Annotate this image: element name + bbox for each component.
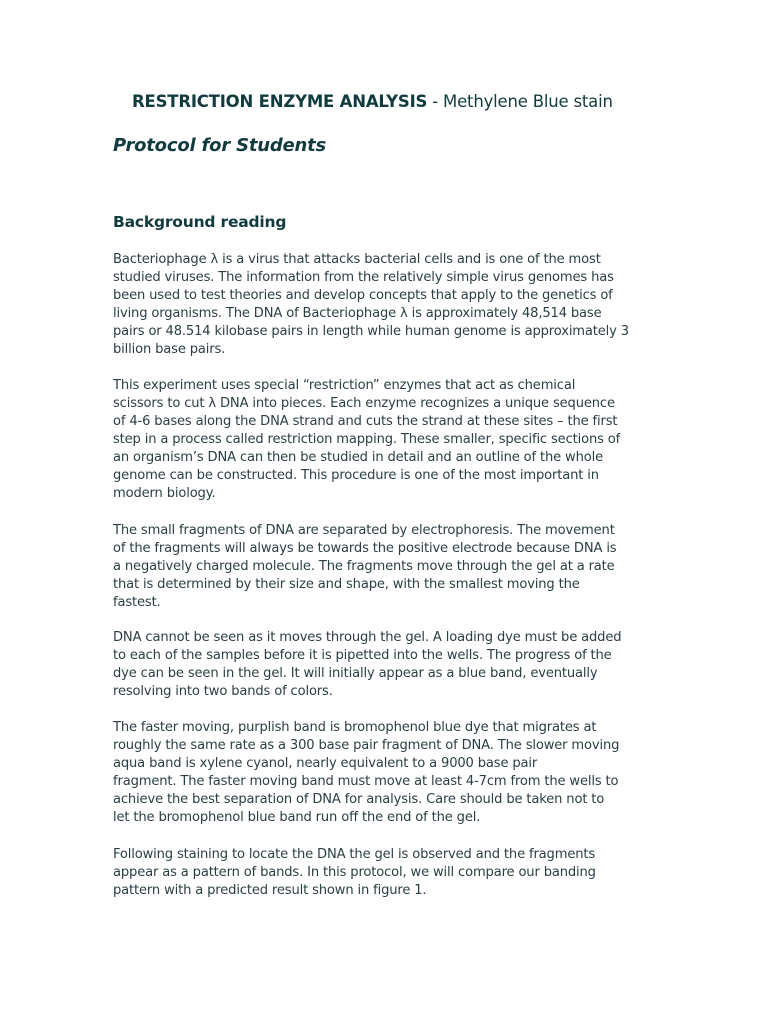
paragraph-line: that is determined by their size and shape, with the smallest moving the	[113, 577, 580, 592]
paragraph-restriction-enzymes	[113, 377, 673, 503]
paragraph-line: been used to test theories and develop concepts that apply to the genetics of	[113, 288, 613, 303]
paragraph-line: This experiment uses special “restriction” enzymes that act as chemical	[113, 378, 576, 393]
paragraph-line: step in a process called restriction mapping. These smaller, specific sections of	[113, 432, 621, 447]
paragraph-line: a negatively charged molecule. The fragments move through the gel at a rate	[113, 559, 615, 574]
paragraph-line: roughly the same rate as a 300 base pair fragment of DNA. The slower moving	[113, 738, 620, 753]
title-suffix: - Methylene Blue stain	[427, 92, 613, 111]
paragraph-line: of the fragments will always be towards the positive electrode because DNA is	[113, 541, 617, 556]
paragraph-line: modern biology.	[113, 486, 216, 501]
paragraph-line: studied viruses. The information from the relatively simple virus genomes has	[113, 270, 614, 285]
paragraph-line: dye can be seen in the gel. It will initially appear as a blue band, eventually	[113, 666, 598, 681]
section-heading: Background reading	[113, 213, 287, 231]
paragraph-line: DNA cannot be seen as it moves through the gel. A loading dye must be added	[113, 630, 622, 645]
paragraph-line: billion base pairs.	[113, 342, 226, 357]
paragraph-line: of 4-6 bases along the DNA strand and cuts the strand at these sites – the first	[113, 414, 618, 429]
paragraph-line: The small fragments of DNA are separated by electrophoresis. The movement	[113, 523, 615, 538]
paragraph-line: Following staining to locate the DNA the gel is observed and the fragments	[113, 847, 596, 862]
paragraph-line: resolving into two bands of colors.	[113, 684, 333, 699]
paragraph-line: Bacteriophage λ is a virus that attacks bacterial cells and is one of the most	[113, 252, 601, 267]
paragraph-loading-dye	[113, 629, 673, 701]
paragraph-line: an organism’s DNA can then be studied in detail and an outline of the whole	[113, 450, 604, 465]
paragraph-line: scissors to cut λ DNA into pieces. Each enzyme recognizes a unique sequence	[113, 396, 615, 411]
paragraph-line: fastest.	[113, 595, 161, 610]
paragraph-staining	[113, 846, 673, 900]
paragraph-line: The faster moving, purplish band is bromophenol blue dye that migrates at	[113, 720, 597, 735]
paragraph-line: genome can be constructed. This procedure is one of the most important in	[113, 468, 599, 483]
title-main: RESTRICTION ENZYME ANALYSIS	[132, 92, 428, 111]
paragraph-electrophoresis	[113, 522, 673, 612]
paragraph-line: living organisms. The DNA of Bacteriophage λ is approximately 48,514 base	[113, 306, 602, 321]
paragraph-line: to each of the samples before it is pipetted into the wells. The progress of the	[113, 648, 612, 663]
paragraph-line: appear as a pattern of bands. In this protocol, we will compare our banding	[113, 865, 596, 880]
document-subtitle: Protocol for Students	[113, 135, 327, 156]
paragraph-dye-bands	[113, 719, 673, 827]
paragraph-line: fragment. The faster moving band must move at least 4-7cm from the wells to	[113, 774, 619, 789]
paragraph-line: pairs or 48.514 kilobase pairs in length while human genome is approximately 3	[113, 324, 629, 339]
paragraph-bacteriophage	[113, 251, 673, 359]
paragraph-line: pattern with a predicted result shown in figure 1.	[113, 883, 427, 898]
paragraph-line: aqua band is xylene cyanol, nearly equivalent to a 9000 base pair	[113, 756, 538, 771]
document-title	[132, 92, 692, 111]
paragraph-line: let the bromophenol blue band run off the end of the gel.	[113, 810, 481, 825]
paragraph-line: achieve the best separation of DNA for analysis. Care should be taken not to	[113, 792, 605, 807]
